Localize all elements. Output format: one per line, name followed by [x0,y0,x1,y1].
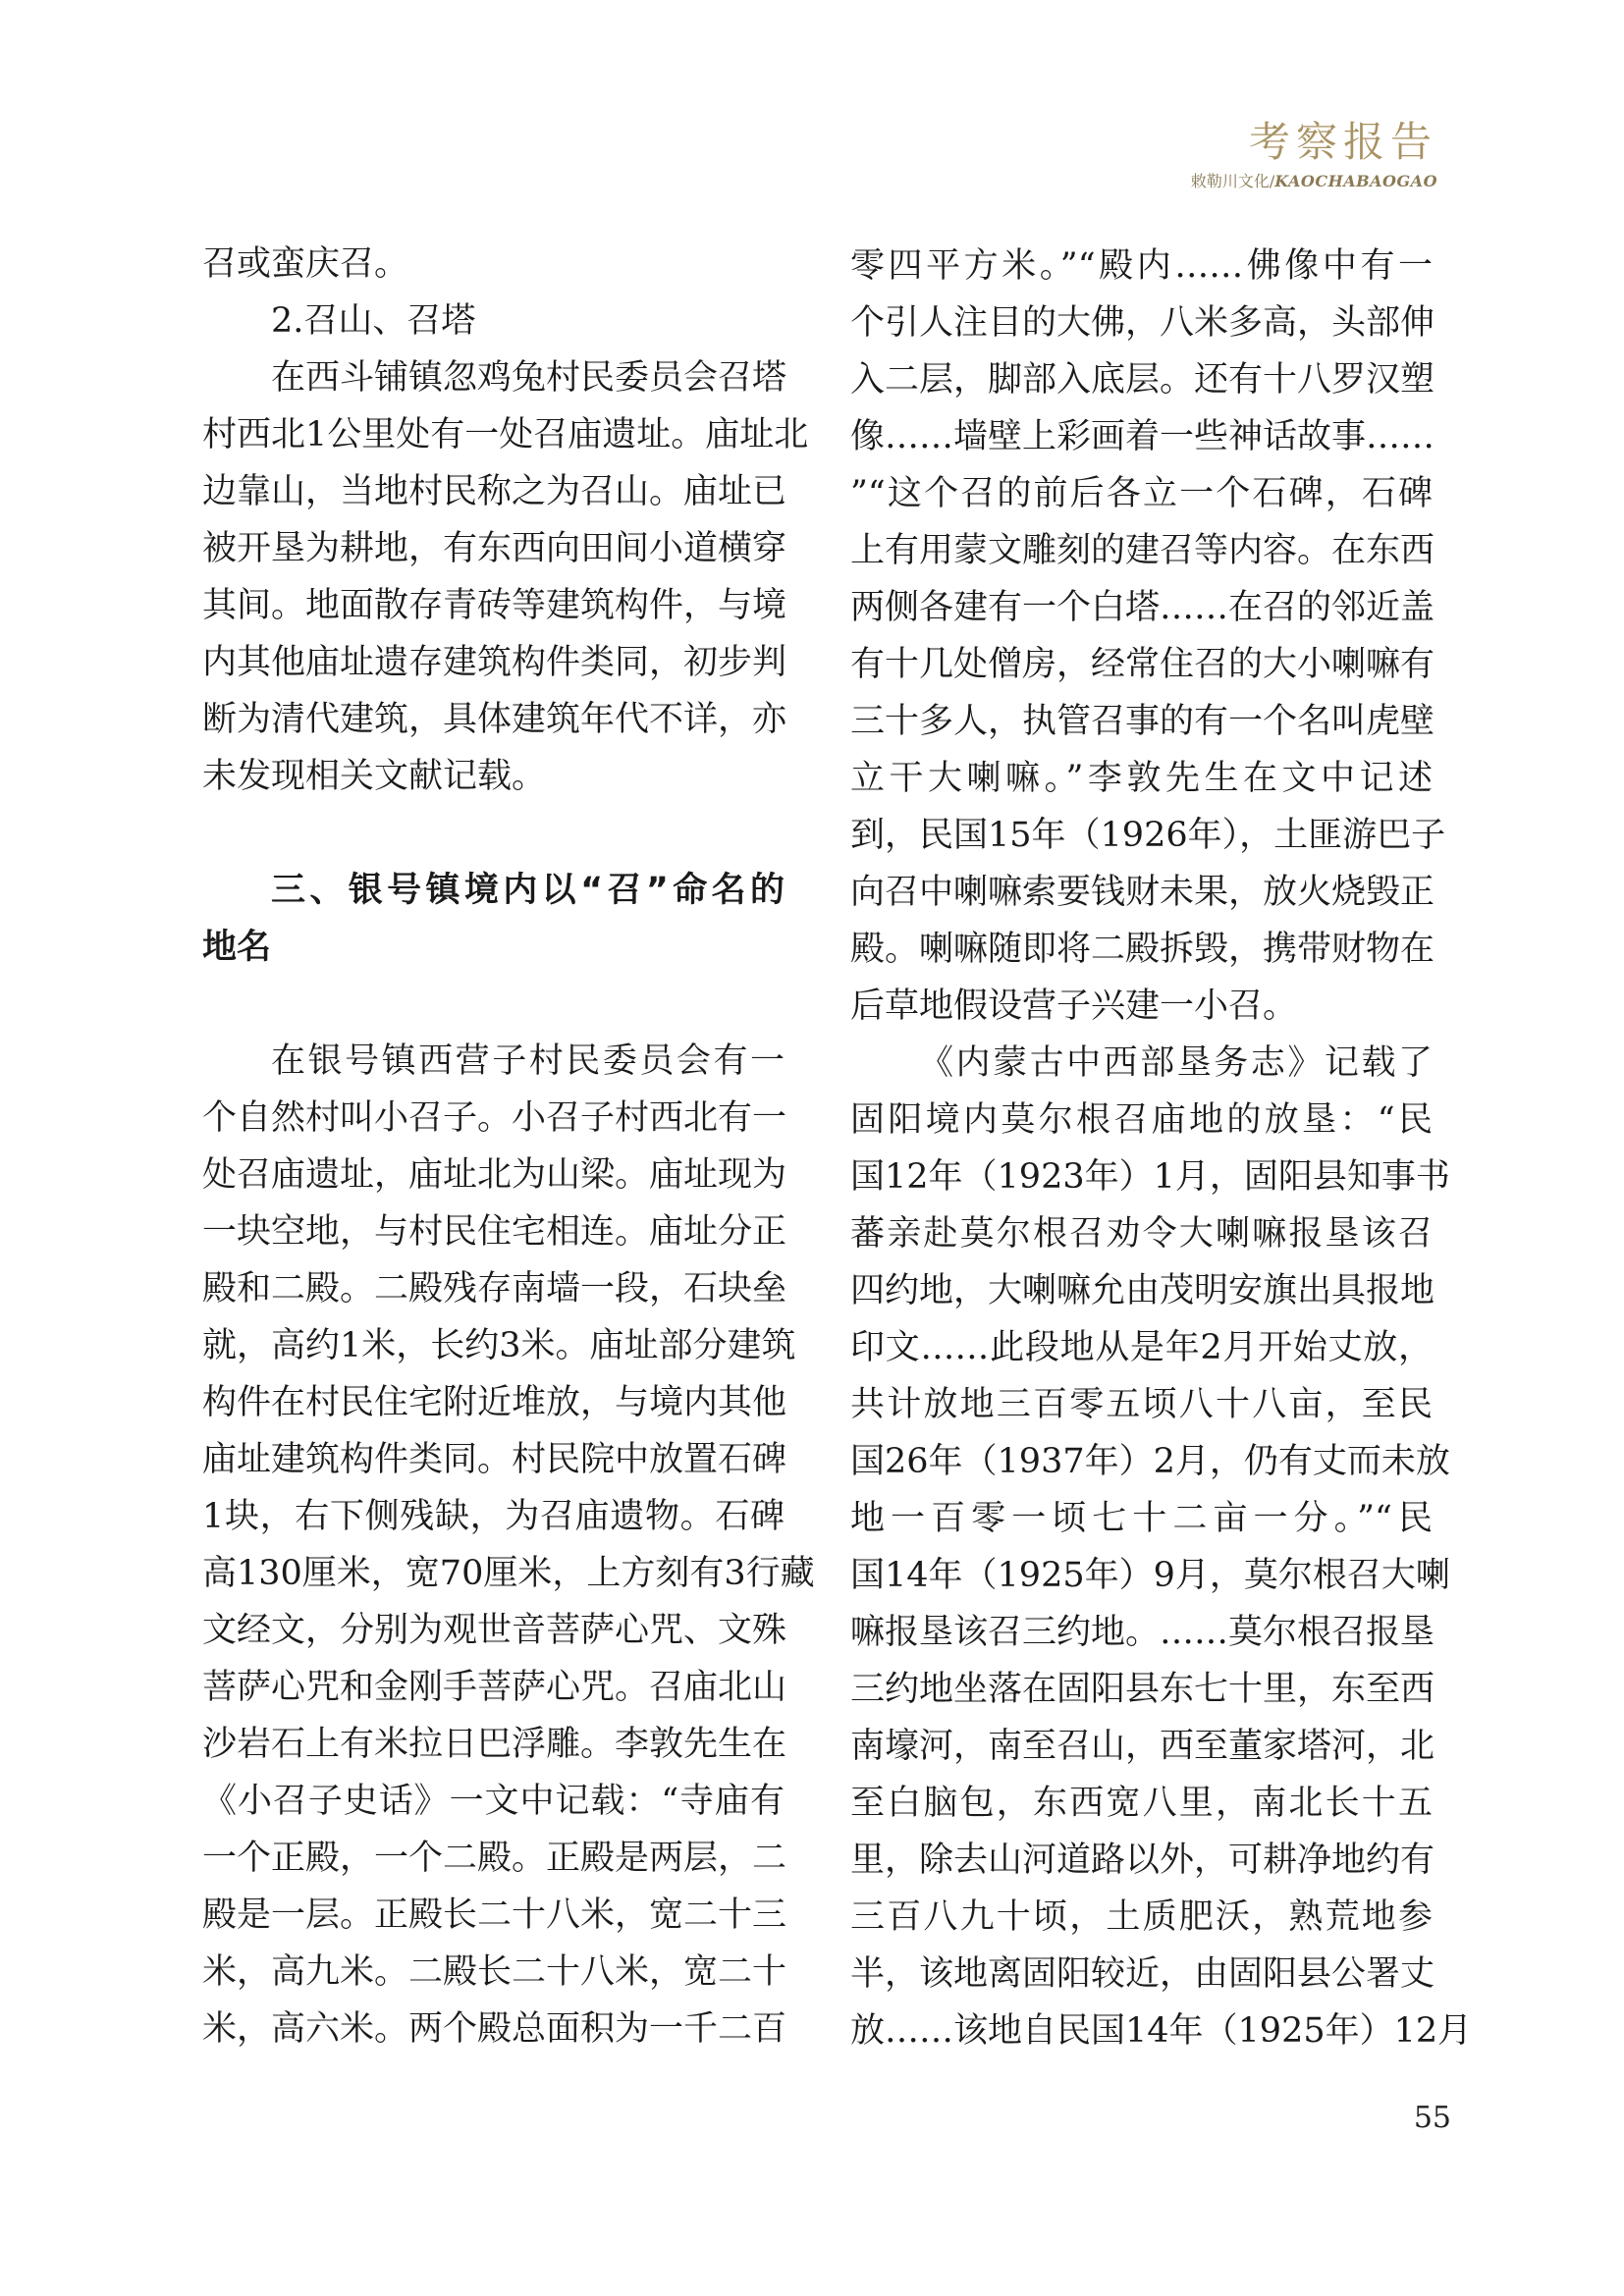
section-heading [202,862,785,976]
text-line: 殿。喇嘛随即将二殿拆毁，携带财物在 [850,930,1435,969]
text-line: 庙址建筑构件类同。村民院中放置石碑 [202,1440,787,1479]
text-line: 印文……此段地从是年2月开始丈放， [850,1328,1433,1367]
text-line: 立干大喇嘛。”李敦先生在文中记述 [850,759,1433,798]
header-subtitle [1191,169,1437,191]
text-line: 就，高约1米，长约3米。庙址部分建筑 [202,1326,796,1365]
text-line: 其间。地面散存青砖等建筑构件，与境 [202,586,787,625]
paragraph-xiaozhaozi [202,1033,815,2057]
text-line: 断为清代建筑，具体建筑年代不详，亦 [202,700,787,739]
text-line: 两侧各建有一个白塔……在召的邻近盖 [850,588,1435,627]
text-line: 一个正殿，一个二殿。正殿是两层，二 [202,1839,787,1878]
text-line: 上有用蒙文雕刻的建召等内容。在东西 [850,531,1435,570]
text-line: 国14年（1925年）9月，莫尔根召大喇 [850,1556,1450,1595]
text-line: 一块空地，与村民住宅相连。庙址分正 [202,1212,787,1252]
text-line: 1块，右下侧残缺，为召庙遗物。石碑 [202,1497,785,1536]
text-line: 三约地坐落在固阳县东七十里，东至西 [850,1670,1435,1709]
text-line: 《小召子史话》一文中记载：“寺庙有 [202,1782,785,1821]
text-line: 四约地，大喇嘛允由茂明安旗出具报地 [850,1271,1435,1310]
text-line: 有十几处僧房，经常住召的大小喇嘛有 [850,645,1435,684]
text-line: 《内蒙古中西部垦务志》记载了 [919,1043,1433,1083]
text-line: 嘛报垦该召三约地。……莫尔根召报垦 [850,1613,1435,1652]
text-line: 个自然村叫小召子。小召子村西北有一 [202,1098,787,1138]
text-line: 个引人注目的大佛，八米多高，头部伸 [850,303,1435,343]
text-line: 后草地假设营子兴建一小召。 [850,987,1298,1026]
text-line: 处召庙遗址，庙址北为山梁。庙址现为 [202,1155,787,1195]
text-line: 三十多人，执管召事的有一个名叫虎壁 [850,702,1435,741]
paragraph-zhaoshan [202,349,809,805]
text-line: 像……墙壁上彩画着一些神话故事…… [850,417,1435,456]
subsection-title: 2.召山、召塔 [271,301,476,341]
text-line: 殿和二殿。二殿残存南墙一段，石块垒 [202,1269,787,1308]
text-line: 南壕河，南至召山，西至董家塔河，北 [850,1727,1435,1766]
text-line: 至白脑包，东西宽八里，南北长十五 [850,1784,1433,1823]
text-line: 沙岩石上有米拉日巴浮雕。李敦先生在 [202,1725,787,1764]
section-heading-line: 三、银号镇境内以“召”命名的 [271,871,785,910]
text-line: 文经文，分别为观世音菩萨心咒、文殊 [202,1611,787,1650]
header-title: 考察报告 [1248,118,1437,166]
text-line: 米，高六米。两个殿总面积为一千二百 [202,2009,787,2049]
text-line: 三百八九十顷，土质肥沃，熟荒地参 [850,1897,1433,1937]
text-line: 未发现相关文献记载。 [202,757,547,796]
text-line: 在西斗铺镇忽鸡兔村民委员会召塔 [271,358,787,398]
header-subtitle-en: KAOCHABAOGAO [1274,172,1437,190]
text-line: 国12年（1923年）1月，固阳县知事书 [850,1157,1450,1197]
text-line: 放……该地自民国14年（1925年）12月 [850,2011,1473,2051]
text-line: 里，除去山河道路以外，可耕净地约有 [850,1841,1435,1880]
text-line: 共计放地三百零五顷八十八亩，至民 [850,1385,1433,1424]
text-line: 内其他庙址遗存建筑构件类同，初步判 [202,643,787,682]
paragraph-temple-description [850,238,1446,1035]
text-line: 到，民国15年（1926年），土匪游巴子 [850,816,1446,855]
text-line: 地一百零一顷七十二亩一分。”“民 [850,1499,1433,1538]
paragraph-reclamation-record [850,1035,1473,2059]
text-line: ”“这个召的前后各立一个石碑，石碑 [850,474,1433,513]
text-line: 向召中喇嘛索要钱财未果，放火烧毁正 [850,873,1435,912]
text-line: 米，高九米。二殿长二十八米，宽二十 [202,1952,787,1992]
text-line: 村西北1公里处有一处召庙遗址。庙址北 [202,415,809,454]
text-line: 国26年（1937年）2月，仍有丈而未放 [850,1442,1450,1481]
text-line: 召或蛮庆召。 [202,244,409,284]
right-column [850,238,1473,2059]
section-heading-line: 地名 [202,928,272,967]
text-line: 殿是一层。正殿长二十八米，宽二十三 [202,1896,787,1935]
header-subtitle-cn: 敕勒川文化/ [1190,172,1275,190]
text-line: 蕃亲赴莫尔根召劝令大喇嘛报垦该召 [850,1214,1433,1254]
text-line: 入二层，脚部入底层。还有十八罗汉塑 [850,360,1435,400]
text-line: 零四平方米。”“殿内……佛像中有一 [850,246,1433,286]
text-line: 菩萨心咒和金刚手菩萨心咒。召庙北山 [202,1668,787,1707]
text-line: 固阳境内莫尔根召庙地的放垦：“民 [850,1100,1433,1140]
text-line: 被开垦为耕地，有东西向田间小道横穿 [202,529,787,568]
text-line: 半，该地离固阳较近，由固阳县公署丈 [850,1954,1435,1994]
text-line: 高130厘米，宽70厘米，上方刻有3行藏 [202,1554,815,1593]
text-line: 边靠山，当地村民称之为召山。庙址已 [202,472,787,511]
text-line: 在银号镇西营子村民委员会有一 [271,1041,785,1081]
left-column [202,236,815,2057]
page-number: 55 [1413,2101,1451,2135]
text-line: 构件在村民住宅附近堆放，与境内其他 [202,1383,787,1422]
